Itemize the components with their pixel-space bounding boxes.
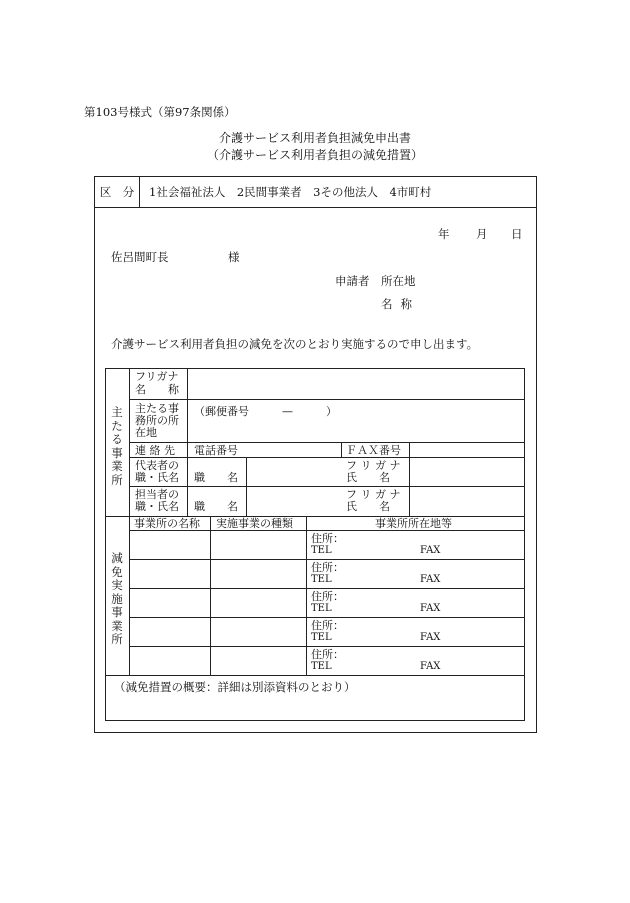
office-row-4-fax[interactable]: FAX: [420, 632, 441, 643]
date-month: 月: [476, 227, 488, 241]
rep-name-label: 氏 名: [346, 471, 390, 484]
rep-furigana-label: フ リ ガ ナ: [346, 459, 401, 472]
manager-title-label: 職 名: [194, 500, 238, 513]
col-service-type: 実施事業の種類: [216, 517, 293, 530]
addressee-name: 佐呂間町長: [111, 250, 169, 264]
manager-name-label: 氏 名: [346, 500, 390, 513]
office-row-3-tel[interactable]: TEL: [311, 603, 332, 614]
office-row-3-fax[interactable]: FAX: [420, 603, 441, 614]
classification-row: [95, 177, 536, 208]
form-number: 第103号様式（第97条関係）: [84, 105, 236, 119]
manager-label-2: 職・氏名: [135, 500, 179, 513]
office-row-1-tel[interactable]: TEL: [311, 545, 332, 556]
address-label-3: 在地: [135, 426, 157, 439]
contact-label: 連 絡 先: [135, 444, 175, 457]
office-row-4-tel[interactable]: TEL: [311, 632, 332, 643]
statement: 介護サービス利用者負担の減免を次のとおり実施するので申し出ます。: [111, 337, 479, 351]
addressee-honorific: 様: [228, 250, 240, 264]
date-year: 年: [438, 227, 450, 241]
form-title: 介護サービス利用者負担減免申出書: [218, 131, 411, 145]
classification-label: 区 分: [95, 177, 140, 207]
applicant-name-label: 名称: [381, 297, 420, 311]
details-table: [105, 368, 525, 721]
office-row-5-address[interactable]: 住所：: [311, 648, 344, 661]
main-office-side-label: 主 た る 事 業 所: [111, 405, 123, 487]
offices-side-label: 減 免 実 施 事 業 所: [111, 551, 123, 646]
office-row-2-address[interactable]: 住所：: [311, 561, 344, 574]
manager-furigana-label: フ リ ガ ナ: [346, 488, 401, 501]
applicant-address-label: 申請者 所在地: [335, 274, 416, 288]
classification-options[interactable]: 1社会福祉法人 2民間事業者 3その他法人 4市町村: [149, 185, 432, 199]
office-row-3-address[interactable]: 住所：: [311, 590, 344, 603]
fax-label: ＦＡＸ番号: [346, 444, 401, 457]
col-office-name: 事業所の名称: [134, 517, 200, 530]
office-row-4-address[interactable]: 住所：: [311, 619, 344, 632]
form-subtitle: （介護サービス利用者負担の減免措置）: [206, 148, 423, 162]
office-row-2-tel[interactable]: TEL: [311, 574, 332, 585]
name-label: 名 称: [135, 383, 179, 396]
manager-label-1: 担当者の: [135, 488, 179, 501]
phone-label: 電話番号: [194, 444, 238, 457]
summary-label[interactable]: （減免措置の概要：詳細は別添資料のとおり）: [114, 680, 356, 694]
rep-title-label: 職 名: [194, 471, 238, 484]
office-row-1-address[interactable]: 住所：: [311, 532, 344, 545]
rep-label-2: 職・氏名: [135, 471, 179, 484]
postal-code-label[interactable]: （郵便番号 — ）: [194, 405, 337, 418]
address-label-2: 務所の所: [135, 414, 179, 427]
address-label-1: 主たる事: [135, 402, 179, 415]
furigana-label: フリガナ: [135, 370, 179, 383]
office-row-5-fax[interactable]: FAX: [420, 661, 441, 672]
office-row-1-fax[interactable]: FAX: [420, 545, 441, 556]
rep-label-1: 代表者の: [135, 459, 179, 472]
office-row-5-tel[interactable]: TEL: [311, 661, 332, 672]
office-row-2-fax[interactable]: FAX: [420, 574, 441, 585]
date-day: 日: [511, 227, 523, 241]
col-office-address: 事業所所在地等: [375, 517, 452, 530]
